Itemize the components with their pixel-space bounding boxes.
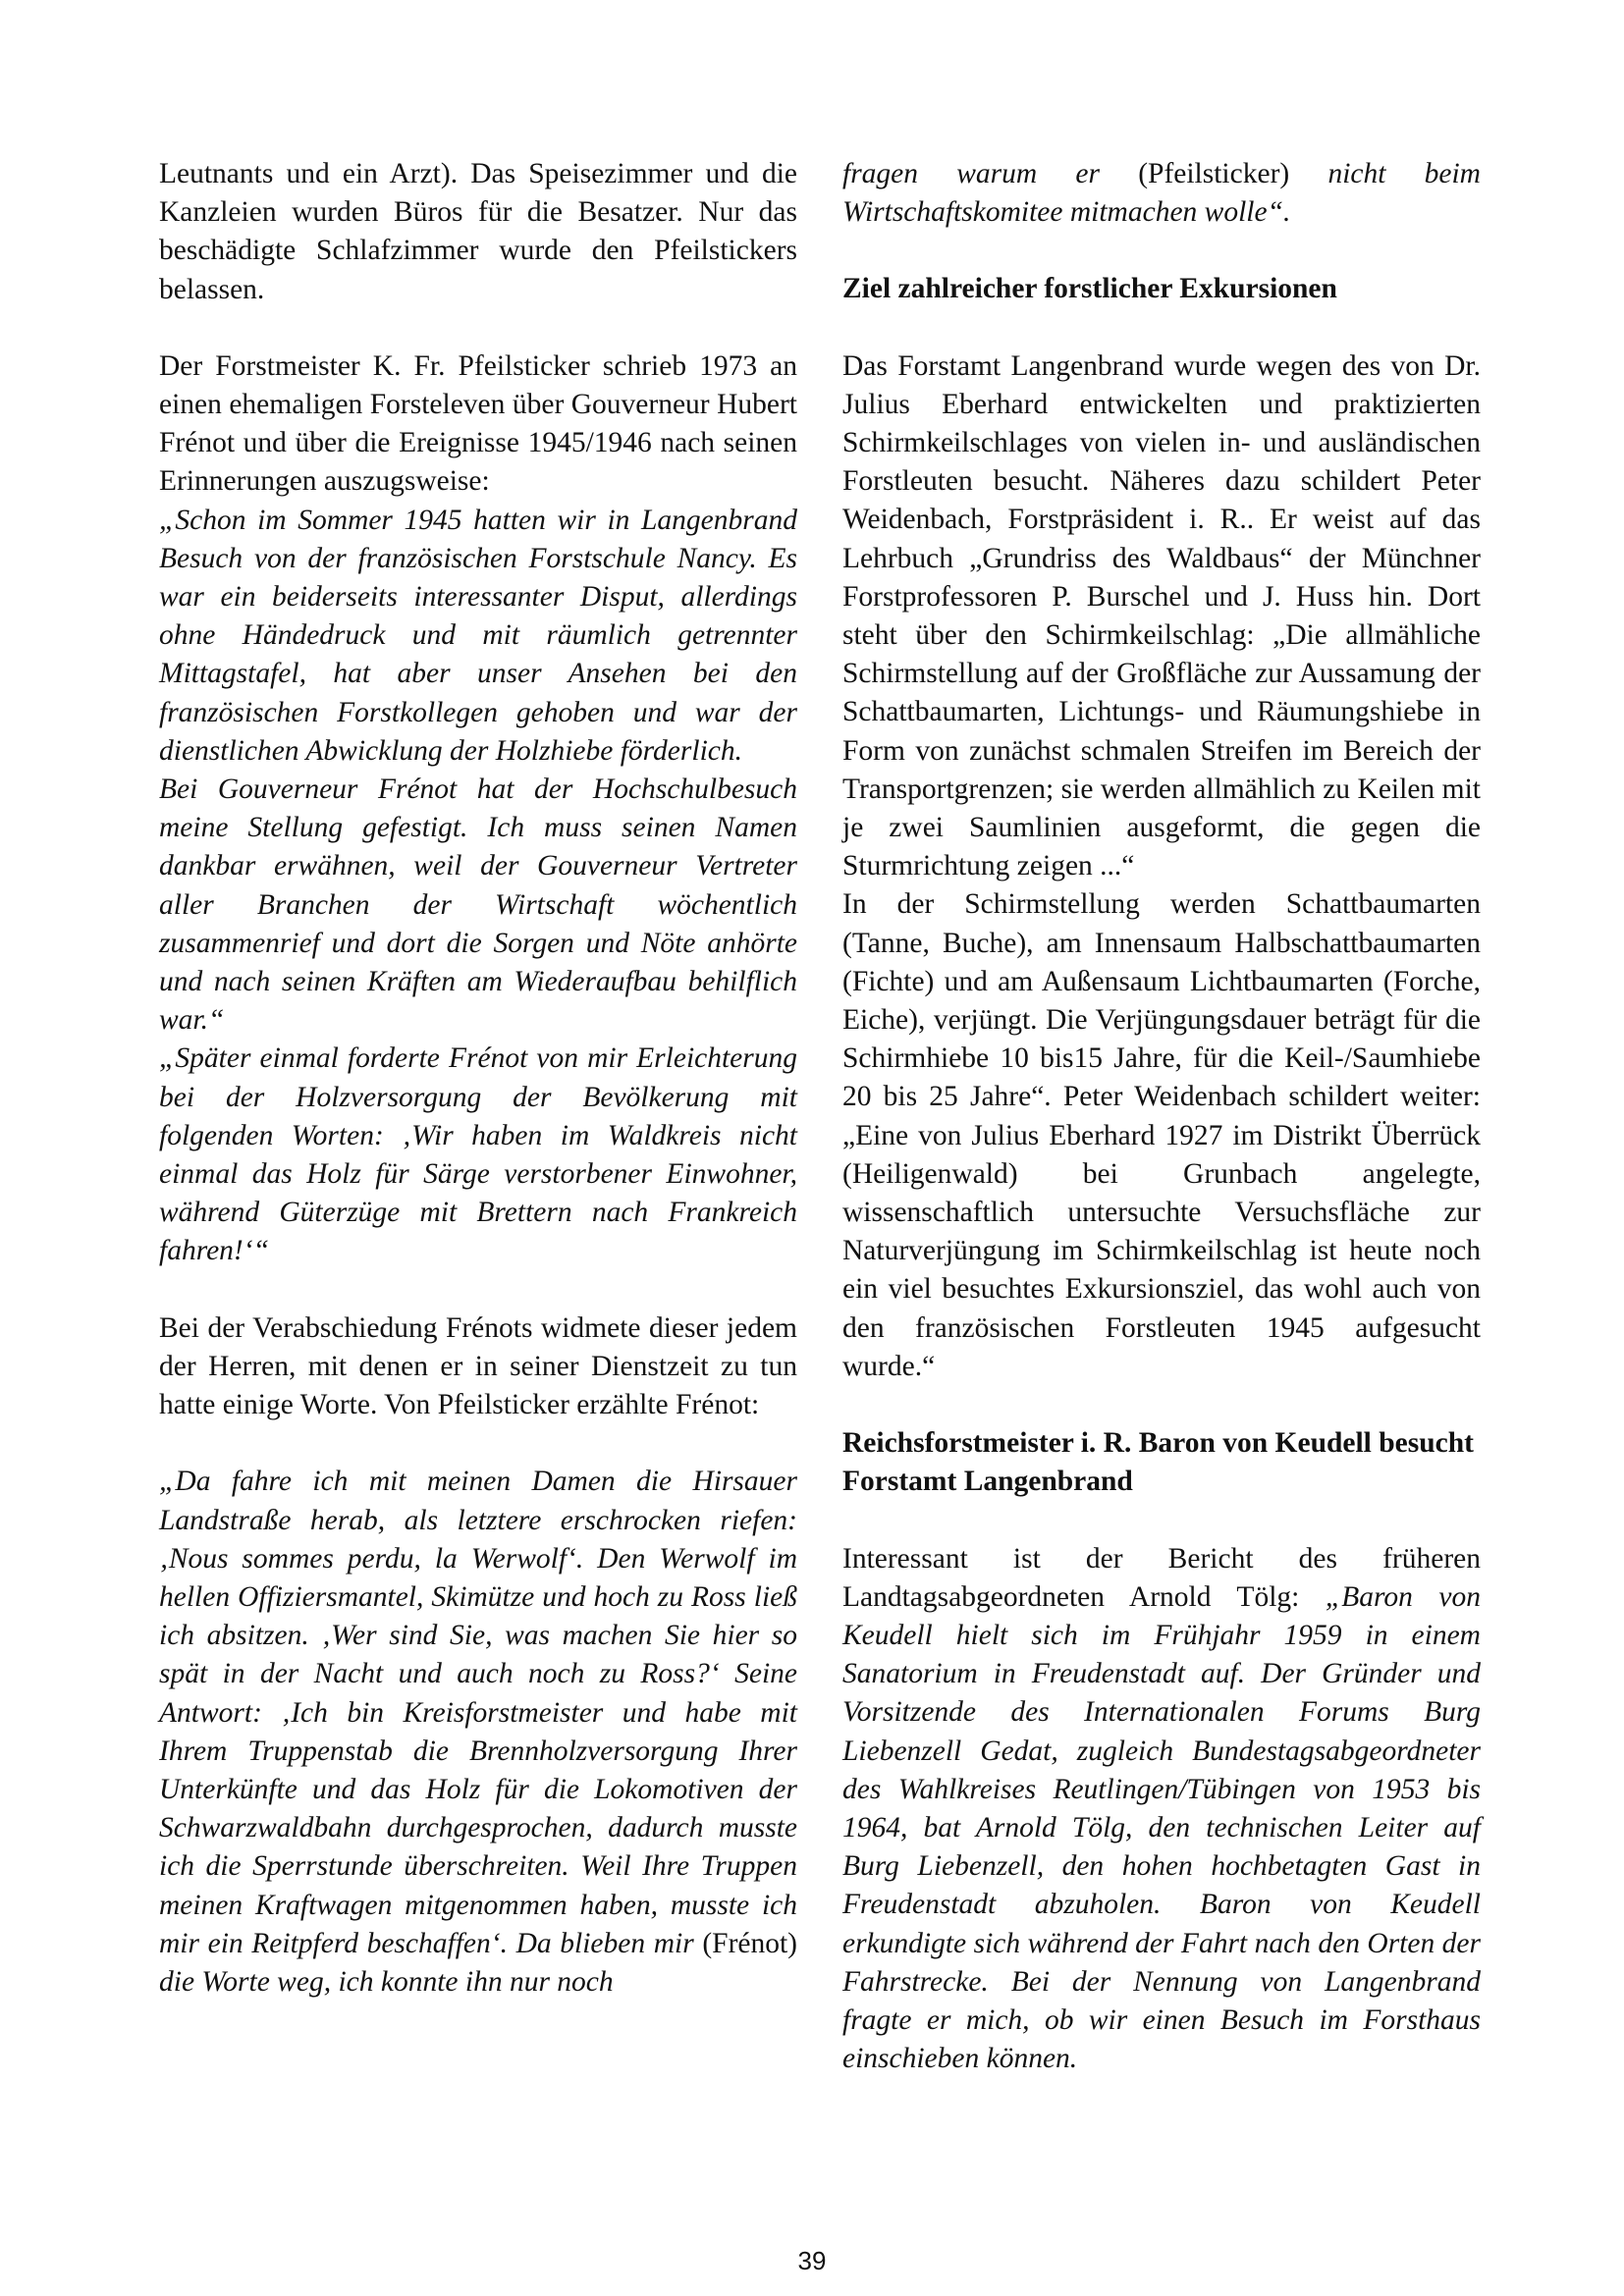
- page-number: 39: [797, 2246, 827, 2275]
- inline-text: (Frénot): [702, 1927, 798, 1959]
- quote-text: „Baron von Keudell hielt sich im Frühjahr 1959 in einem Sanatorium in Freudenstadt auf. Der Gründer und Vorsitzende des Internationalen Forums Burg Liebenzell Gedat, zugleich Bundestagsabgeordneter des Wahlkreises Reutlingen/Tübingen von 1953 bis 1964, bat Arnold Tölg, den technischen Leiter auf Burg Liebenzell, den hohen hochbetagten Gast in Freudenstadt abzuholen. Baron von Keudell erkundigte sich während der Fahrt nach den Orten der Fahrstrecke. Bei der Nennung von Langenbrand fragte er mich, ob wir einen Besuch im Forsthaus einschieben können.: [842, 1580, 1482, 2075]
- paragraph: [842, 1540, 1481, 2079]
- quote-paragraph: [159, 502, 797, 771]
- inline-text: Interessant ist der Bericht des früheren Landtagsabgeordneten Arnold Tölg:: [842, 1542, 1481, 1613]
- paragraph: Leutnants und ein Arzt). Das Speisezimmer und die Kanzleien wurden Büros für die Besatzer. Nur das beschädigte Schlafzimmer wurde den Pfeilstickers belassen.: [159, 158, 797, 305]
- quote-text: „Schon im Sommer 1945 hatten wir in Langenbrand Besuch von der französischen Forstschule Nancy. Es war ein beiderseits interessanter Disput, allerdings ohne Händedruck und mit räumlich getrennter Mittagstafel, hat aber unser Ansehen bei den französischen Forstkollegen gehoben und war der dienstlichen Abwicklung der Holzhiebe förderlich.: [159, 504, 797, 767]
- paragraph: Der Forstmeister K. Fr. Pfeilsticker schrieb 1973 an einen ehemaligen Forsteleven über Gouverneur Hubert Frénot und über die Ereignisse 1945/1946 nach seinen Erinnerungen auszugsweise:: [159, 349, 797, 498]
- paragraph: In der Schirmstellung werden Schattbaumarten (Tanne, Buche), am Innensaum Halbschattbaumarten (Fichte) und am Außensaum Lichtbaumarten (Forche, Eiche), verjüngt. Die Verjüngungsdauer beträgt für die Schirmhiebe 10 bis15 Jahre, für die Keil-/Saumhiebe 20 bis 25 Jahre“. Peter Weidenbach schildert weiter: „Eine von Julius Eberhard 1927 im Distrikt Überrück (Heiligenwald) bei Grunbach angelegte, wissenschaftlich untersuchte Versuchsfläche zur Naturverjüngung im Schirmkeilschlag ist heute noch ein viel besuchtes Exkursionsziel, das wohl auch von den französischen Forstleuten 1945 aufgesucht wurde.“: [842, 888, 1481, 1382]
- quote-text: die Worte weg, ich konnte ihn nur noch: [159, 1965, 614, 1998]
- paragraph: Bei der Verabschiedung Frénots widmete dieser jedem der Herren, mit denen er in seiner Dienstzeit zu tun hatte einige Worte. Von Pfeilsticker erzählte Frénot:: [159, 1311, 797, 1421]
- section-heading: Reichsforstmeister i. R. Baron von Keudell besucht Forstamt Langenbrand: [842, 1427, 1474, 1498]
- quote-paragraph: [842, 155, 1481, 232]
- quote-paragraph: [159, 1463, 797, 2002]
- section-heading: Ziel zahlreicher forstlicher Exkursionen: [842, 273, 1337, 305]
- quote-text: fragen warum er: [842, 158, 1100, 189]
- left-column: [159, 155, 797, 2002]
- quote-text: nicht beim Wirtschaftskomitee mitmachen wolle“.: [842, 158, 1481, 229]
- quote-paragraph: [159, 1040, 797, 1270]
- quote-paragraph: [159, 771, 797, 1040]
- quote-text: Bei Gouverneur Frénot hat der Hochschulbesuch meine Stellung gefestigt. Ich muss seinen Namen dankbar erwähnen, weil der Gouverneur Vertreter aller Branchen der Wirtschaft wöchentlich zusammenrief und dort die Sorgen und Nöte anhörte und nach seinen Kräften am Wiederaufbau behilflich war.“: [159, 774, 797, 1037]
- inline-text: (Pfeilsticker): [1138, 158, 1290, 189]
- paragraph: Das Forstamt Langenbrand wurde wegen des von Dr. Julius Eberhard entwickelten und praktizierten Schirmkeilschlages von vielen in- und ausländischen Forstleuten besucht. Näheres dazu schildert Peter Weidenbach, Forstpräsident i. R.. Er weist auf das Lehrbuch „Grundriss des Waldbaus“ der Münchner Forstprofessoren P. Burschel und J. Huss hin. Dort steht über den Schirmkeilschlag: „Die allmähliche Schirmstellung auf der Großfläche zur Aussamung der Schattbaumarten, Lichtungs- und Räumungshiebe in Form von zunächst schmalen Streifen im Bereich der Transportgrenzen; sie werden allmählich zu Keilen mit je zwei Saumlinien ausgeformt, die gegen die Sturmrichtung zeigen ...“: [842, 349, 1481, 882]
- right-column: [842, 155, 1481, 2078]
- quote-text: „Da fahre ich mit meinen Damen die Hirsauer Landstraße herab, als letztere erschrocken riefen: ‚Nous sommes perdu, la Werwolf‘. Den Werwolf im hellen Offiziersmantel, Skimütze und hoch zu Ross ließ ich absitzen. ‚Wer sind Sie, was machen Sie hier so spät in der Nacht und auch noch zu Ross?‘ Seine Antwort: ‚Ich bin Kreisforstmeister und habe mit Ihrem Truppenstab die Brennholzversorgung Ihrer Unterkünfte und das Holz für die Lokomotiven der Schwarzwaldbahn durchgesprochen, dadurch musste ich die Sperrstunde überschreiten. Weil Ihre Truppen meinen Kraftwagen mitgenommen haben, musste ich mir ein Reitpferd beschaffen‘. Da blieben mir: [159, 1466, 797, 1959]
- quote-text: „Später einmal forderte Frénot von mir Erleichterung bei der Holzversorgung der Bevölkerung mit folgenden Worten: ‚Wir haben im Waldkreis nicht einmal das Holz für Särge verstorbener Einwohner, während Güterzüge mit Brettern nach Frankreich fahren!‘“: [159, 1042, 797, 1267]
